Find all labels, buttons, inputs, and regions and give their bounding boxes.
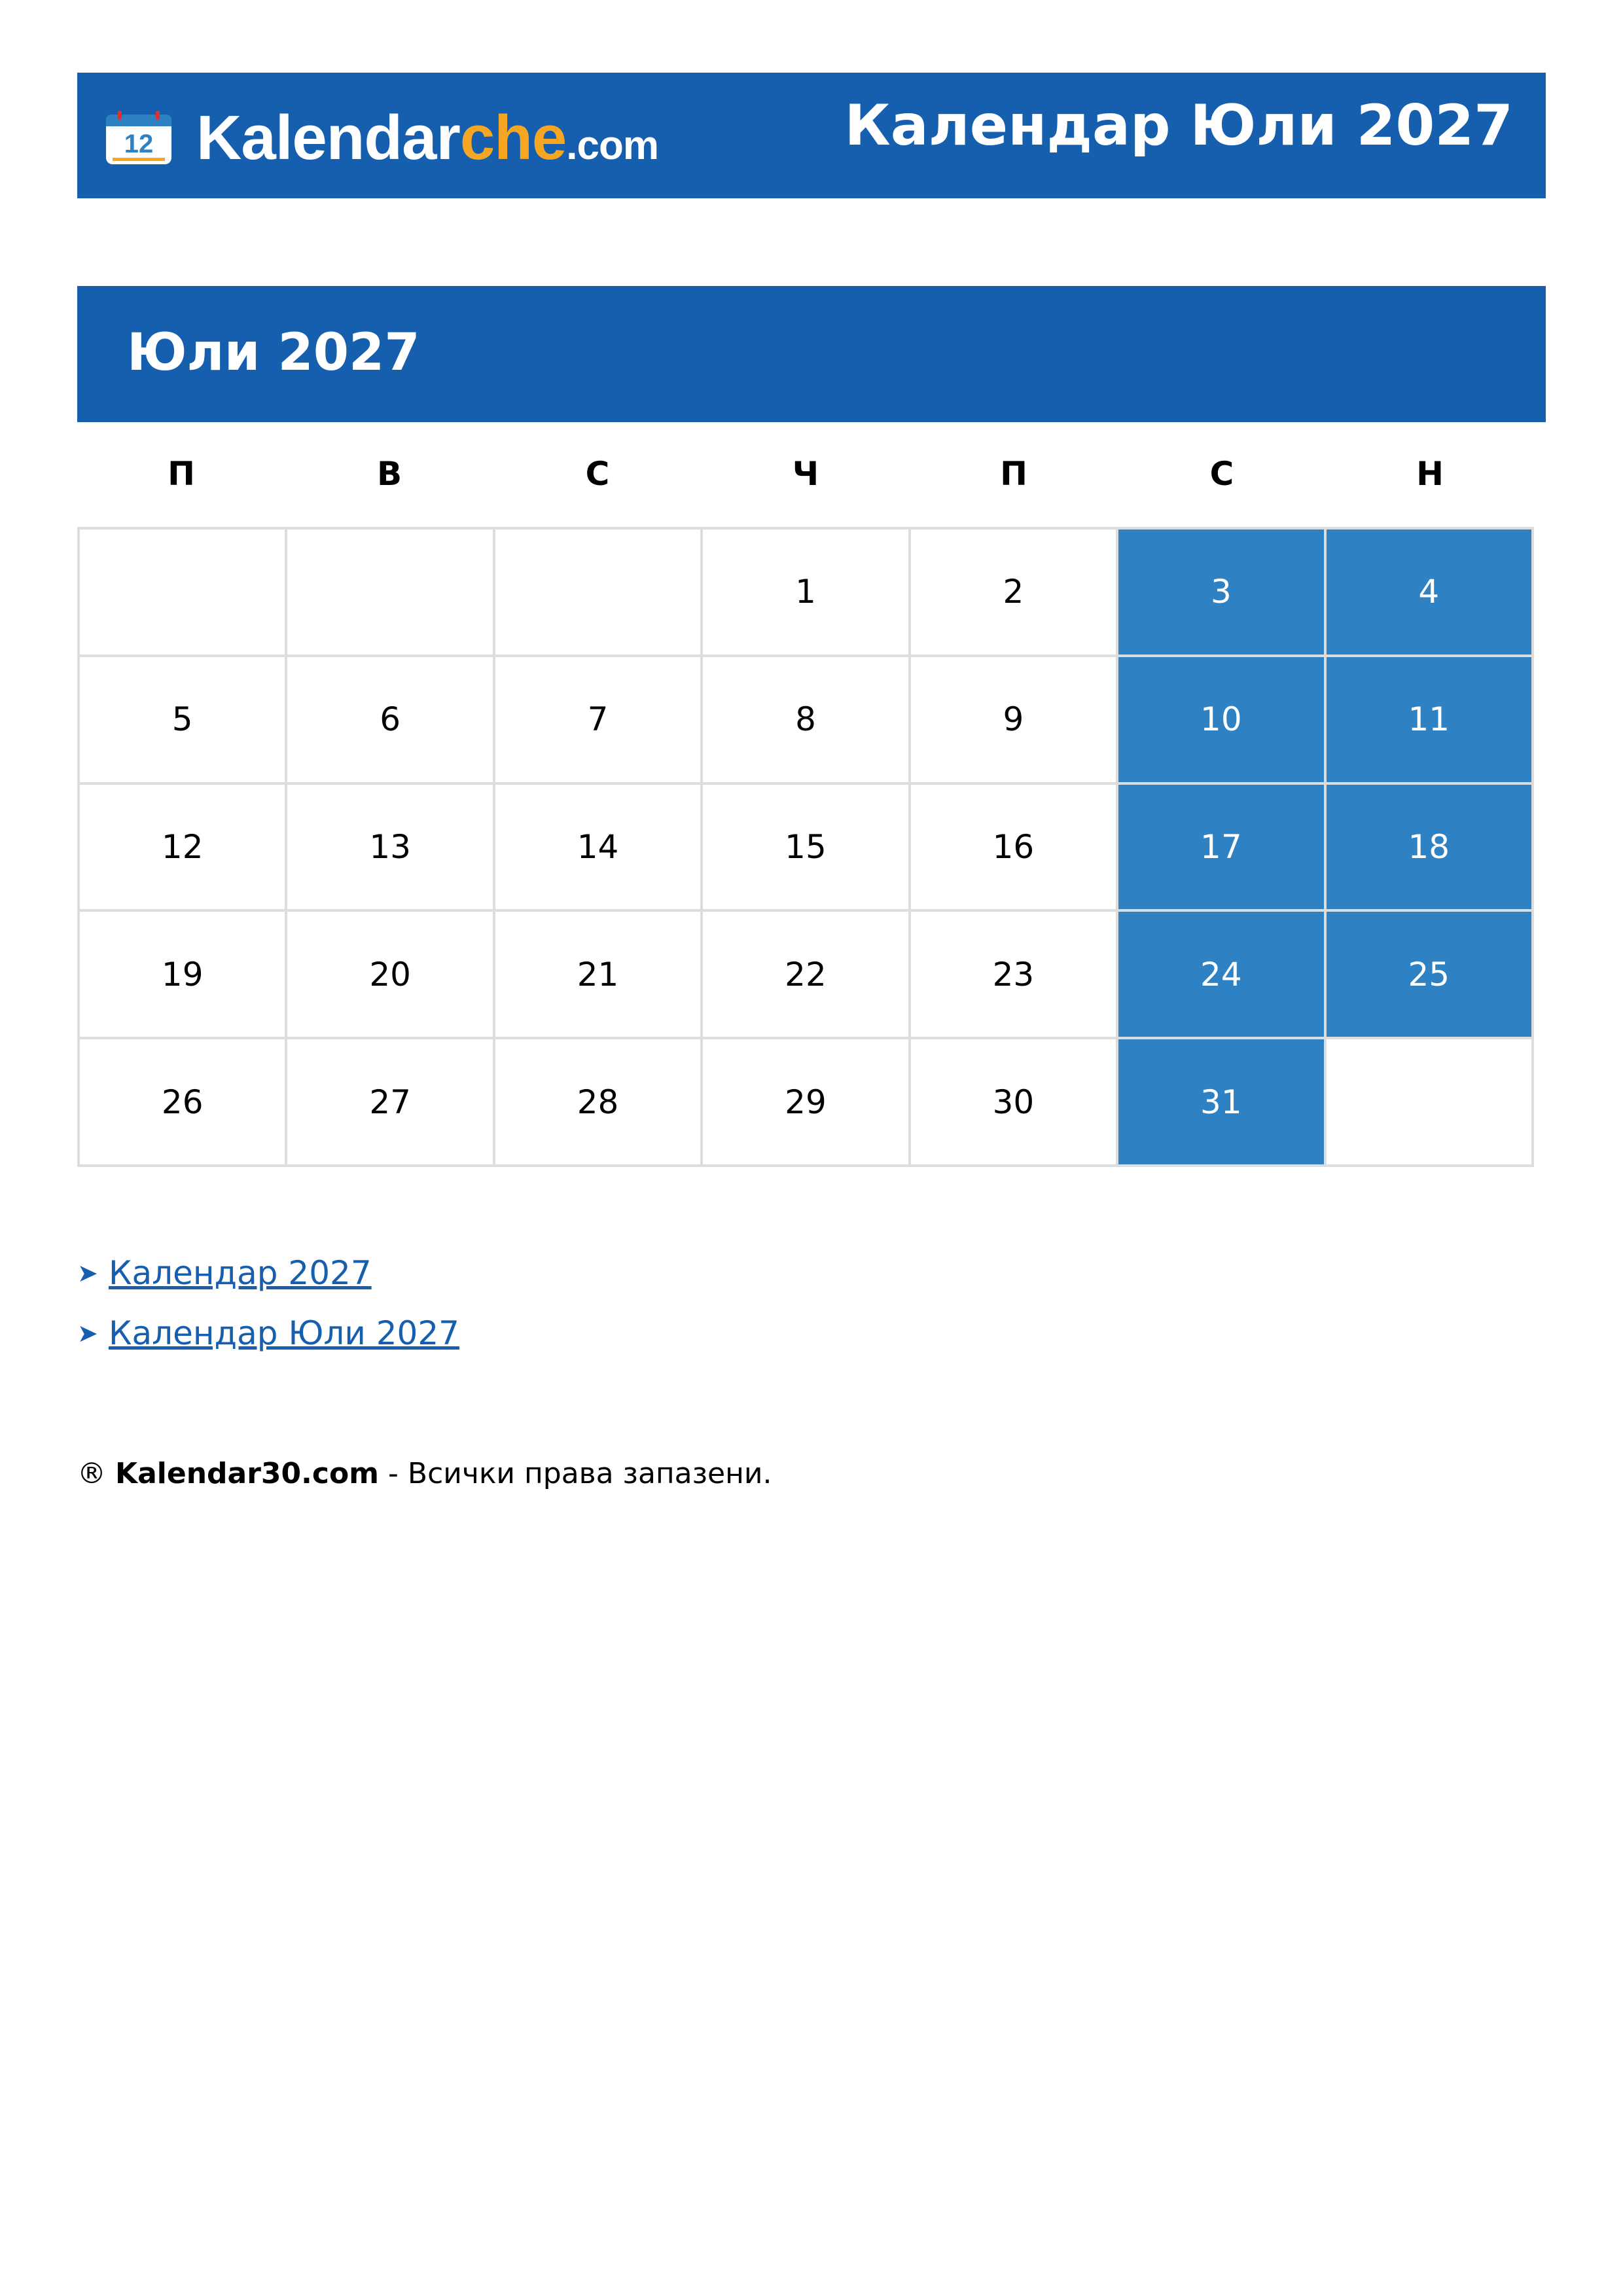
weekend-day-cell[interactable]: 4 (1327, 529, 1534, 657)
registered-symbol: ® (77, 1457, 106, 1490)
link-item (77, 1250, 459, 1296)
footer-brand: Kalendar30.com (115, 1457, 380, 1490)
weekend-day-cell[interactable]: 11 (1327, 657, 1534, 785)
day-cell[interactable]: 9 (911, 657, 1118, 785)
weekend-day-cell[interactable]: 3 (1118, 529, 1326, 657)
weekend-day-cell[interactable]: 31 (1118, 1039, 1326, 1167)
weekday-label: С (1209, 455, 1234, 493)
weekend-day-cell[interactable]: 25 (1327, 912, 1534, 1039)
day-cell[interactable]: 27 (287, 1039, 495, 1167)
day-cell[interactable]: 20 (287, 912, 495, 1039)
calendar-icon (105, 111, 173, 166)
day-cell[interactable]: 29 (703, 1039, 910, 1167)
empty-day-cell (287, 529, 495, 657)
empty-day-cell (1327, 1039, 1534, 1167)
empty-day-cell (495, 529, 703, 657)
page-title: Календар Юли 2027 (844, 93, 1513, 158)
logo-text (196, 103, 658, 173)
day-cell[interactable]: 12 (80, 785, 287, 912)
weekday-label: Ч (792, 455, 819, 493)
logo-text-main: Kalendar (196, 103, 460, 173)
day-cell[interactable]: 1 (703, 529, 910, 657)
weekend-day-cell[interactable]: 17 (1118, 785, 1326, 912)
day-cell[interactable]: 22 (703, 912, 910, 1039)
day-cell[interactable]: 15 (703, 785, 910, 912)
logo-text-accent: che (459, 103, 567, 173)
day-cell[interactable]: 21 (495, 912, 703, 1039)
day-cell[interactable]: 5 (80, 657, 287, 785)
calendar-link[interactable]: Календар Юли 2027 (109, 1314, 459, 1352)
weekday-label: В (376, 455, 402, 493)
footer (77, 1457, 772, 1490)
day-cell[interactable]: 8 (703, 657, 910, 785)
arrow-bullet-icon: ➤ (77, 1319, 98, 1348)
day-cell[interactable]: 2 (911, 529, 1118, 657)
calendar-link[interactable]: Календар 2027 (109, 1254, 372, 1292)
day-cell[interactable]: 16 (911, 785, 1118, 912)
weekday-label: П (1000, 455, 1027, 493)
svg-text:12: 12 (124, 130, 154, 158)
weekend-day-cell[interactable]: 10 (1118, 657, 1326, 785)
day-cell[interactable]: 23 (911, 912, 1118, 1039)
day-cell[interactable]: 30 (911, 1039, 1118, 1167)
day-cell[interactable]: 7 (495, 657, 703, 785)
day-cell[interactable]: 13 (287, 785, 495, 912)
weekday-label: Н (1416, 455, 1444, 493)
day-cell[interactable]: 26 (80, 1039, 287, 1167)
day-cell[interactable]: 28 (495, 1039, 703, 1167)
weekday-label: П (168, 455, 195, 493)
weekend-day-cell[interactable]: 18 (1327, 785, 1534, 912)
empty-day-cell (80, 529, 287, 657)
weekday-label: С (585, 455, 610, 493)
site-logo[interactable] (105, 105, 658, 171)
month-header (77, 286, 1546, 422)
footer-text: - Всички права запазени. (379, 1457, 772, 1490)
related-links (77, 1250, 459, 1371)
site-header (77, 73, 1546, 198)
day-cell[interactable]: 6 (287, 657, 495, 785)
month-title: Юли 2027 (127, 323, 420, 382)
day-cell[interactable]: 14 (495, 785, 703, 912)
calendar-grid (77, 527, 1534, 1167)
weekend-day-cell[interactable]: 24 (1118, 912, 1326, 1039)
day-cell[interactable]: 19 (80, 912, 287, 1039)
link-item (77, 1310, 459, 1356)
logo-text-tld: .com (566, 123, 658, 168)
arrow-bullet-icon: ➤ (77, 1259, 98, 1287)
weekday-header-row (77, 445, 1534, 503)
